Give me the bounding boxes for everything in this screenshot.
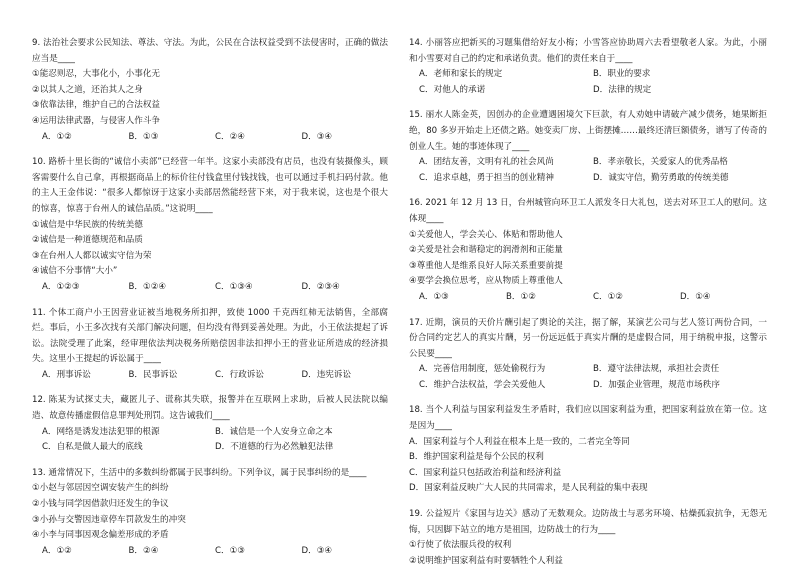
question-stem: 14. 小丽答应把新买的习题集借给好友小梅；小雪答应协助周六去看望敬老人家。为此，小丽和小雪要对自己的约定和承诺负责。他们的责任来自于____ [409, 38, 767, 64]
answer-option[interactable]: B．孝亲敬长，关爱家人的优秀品格 [593, 157, 728, 168]
answer-option[interactable]: D．③④ [301, 131, 333, 142]
question-q16 [409, 196, 767, 305]
statement-item: B．维护国家利益是每个公民的权利 [409, 452, 544, 463]
answer-option[interactable]: C．①② [593, 291, 624, 302]
answer-option[interactable]: B．①② [506, 291, 536, 302]
question-q13 [32, 466, 388, 560]
statement-item: ④要学会换位思考，应从物质上尊重他人 [409, 276, 563, 287]
answer-option[interactable]: C．①③ [215, 545, 246, 556]
statement-item: ①关爱他人，学会关心、体贴和帮助他人 [409, 229, 563, 240]
statement-item: A．国家利益与个人利益在根本上是一致的，二者完全等同 [409, 436, 630, 447]
question-q15 [409, 108, 767, 186]
question-stem: 9. 法治社会要求公民知法、尊法、守法。为此，公民在合法权益受到不法侵害时，正确的做法应当是____ [32, 38, 388, 64]
statement-item: ①能忍则忍，大事化小，小事化无 [32, 69, 161, 80]
question-q18 [409, 403, 767, 497]
answer-options [32, 544, 388, 560]
answer-option[interactable]: C．①③④ [215, 281, 253, 292]
answer-option[interactable]: C．对他人的承诺 [419, 84, 486, 95]
statement-item: ①行使了依法服兵役的权利 [409, 540, 512, 551]
answer-option[interactable]: A．①② [42, 545, 72, 556]
answer-options [409, 290, 767, 306]
question-stem: 12. 陈某为试探丈夫，藏匿儿子、谎称其失联，报警并在互联网上求助，后被人民法院以编造、故意传播虚假信息罪判处刑罚。这告诫我们____ [32, 395, 388, 422]
answer-option[interactable]: A．①②③ [42, 281, 80, 292]
answer-option[interactable]: C．追求卓越，勇于担当的创业精神 [419, 172, 554, 183]
statement-item: D．国家利益反映广大人民的共同需求，是人民利益的集中表现 [409, 483, 648, 494]
answer-option[interactable]: C．②④ [215, 131, 246, 142]
answer-options [409, 362, 767, 393]
answer-option[interactable]: A．刑事诉讼 [42, 369, 91, 380]
answer-options [409, 67, 767, 98]
answer-option[interactable]: D．违宪诉讼 [301, 369, 352, 380]
answer-option[interactable]: A．团结友善，文明有礼的社会风尚 [419, 157, 554, 168]
answer-option[interactable]: B．①③ [128, 131, 159, 142]
statement-item: ③依靠法律，维护自己的合法权益 [32, 100, 161, 111]
answer-option[interactable]: B．民事诉讼 [128, 369, 178, 380]
question-q11 [32, 306, 388, 384]
question-stem: 11. 个体工商户小王因营业证被当地税务所扣押，致使 1000 千克西红柿无法销售，全部腐烂。事后，小王多次找有关部门解决问题，但均没有得到妥善处理。为此，小王依法提起了诉讼。法院受理了此案，经审理依法判决税务所赔偿因非法扣押小王的营业证所造成的经济损失。这里小王提起的诉讼属于____ [32, 307, 388, 365]
answer-option[interactable]: B．遵守法律法规，承担社会责任 [593, 364, 720, 375]
answer-option[interactable]: A．老师和家长的规定 [419, 69, 503, 80]
statement-item: ①小赵与邻居因空调安装产生的纠纷 [32, 483, 169, 494]
answer-options [409, 155, 767, 186]
statement-item: ②小钱与同学因借款归还发生的争议 [32, 499, 169, 510]
statement-item: ②关爱是社会和谐稳定的润滑剂和正能量 [409, 245, 563, 256]
question-q12 [32, 393, 388, 455]
right-column [409, 36, 767, 569]
answer-options [32, 425, 388, 456]
question-stem: 15. 丽水人陈金英，因创办的企业遭遇困境欠下巨款，有人劝她申请破产减少债务，她果断拒绝，80 多岁开始走上还债之路。她变卖厂房、上街摆摊……最终还清巨额债务，谱写了传奇的创业人生。她的事迹体现了____ [409, 110, 767, 152]
answer-option[interactable]: C．自私是做人最大的底线 [42, 442, 143, 453]
answer-option[interactable]: D．②③④ [301, 281, 340, 292]
answer-option[interactable]: A．①③ [419, 291, 449, 302]
answer-option[interactable]: D．法律的规定 [593, 84, 652, 95]
question-q17 [409, 316, 767, 394]
question-stem: 18. 当个人利益与国家利益发生矛盾时，我们应以国家利益为重，把国家利益放在第一位。这是因为____ [409, 405, 767, 432]
answer-options [32, 368, 388, 384]
answer-options [32, 280, 388, 296]
answer-option[interactable]: B．②④ [128, 545, 159, 556]
answer-option[interactable]: B．①②④ [128, 281, 167, 292]
answer-option[interactable]: A．①② [42, 131, 72, 142]
question-stem: 16. 2021 年 12 月 13 日，台州城管向环卫工人派发冬日大礼包，送去对环卫工人的慰问。这体现____ [409, 198, 767, 224]
question-q10 [32, 155, 388, 295]
answer-option[interactable]: D．①④ [680, 291, 711, 302]
answer-option[interactable]: B．诚信是一个人安身立命之本 [215, 426, 333, 437]
answer-option[interactable]: D．诚实守信，勤劳勇敢的传统美德 [593, 172, 729, 183]
answer-option[interactable]: D．不道德的行为必然触犯法律 [215, 442, 334, 453]
question-q14 [409, 36, 767, 98]
left-column [32, 36, 388, 559]
answer-option[interactable]: A．完善信用制度，惩处偷税行为 [419, 364, 546, 375]
answer-option[interactable]: B．职业的要求 [593, 69, 651, 80]
answer-option[interactable]: D．③④ [301, 545, 333, 556]
answer-option[interactable]: C．维护合法权益，学会关爱他人 [419, 379, 546, 390]
answer-option[interactable]: C．行政诉讼 [215, 369, 264, 380]
statement-item: ④诚信不分事情“大小” [32, 266, 118, 277]
question-stem: 10. 路桥十里长街的“诚信小卖部”已经营一年半。这家小卖部没有店员，也没有装摄像头，顾客需要什么自己拿，再根据商品上的标价往付钱盒里付钱找钱，也可以通过手机扫码付款。他的主人王金伟说：“很多人都惊讶于这家小卖部居然能经营下来，对于我来说，这也是个很大的惊喜，惊喜于台州人的诚信品质。”这说明____ [32, 157, 388, 214]
statement-item: ②说明维护国家利益有时要牺牲个人利益 [409, 555, 563, 566]
question-stem: 13. 通常情况下，生活中的多数纠纷都属于民事纠纷。下列争议，属于民事纠纷的是____ [32, 467, 367, 478]
question-stem: 17. 近期，演员的天价片酬引起了舆论的关注，据了解，某演艺公司与艺人签订两份合同，一份合同约定艺人的真实片酬，另一份远远低于真实片酬的是虚假合同，用于纳税申报，这警示公民要____ [409, 317, 767, 359]
question-stem: 19. 公益短片《家国与边关》感动了无数观众。边防战士与恶劣环境、枯燥孤寂抗争，无怨无悔，只因脚下站立的地方是祖国，边防战士的行为____ [409, 509, 767, 535]
statement-item: ③在台州人人都以诚实守信为荣 [32, 250, 152, 261]
statement-item: ③尊重他人是维系良好人际关系重要前提 [409, 260, 563, 271]
statement-item: C．国家利益只包括政治利益和经济利益 [409, 467, 562, 478]
statement-item: ④小李与同事因观念偏差形成的矛盾 [32, 530, 169, 541]
statement-item: ④运用法律武器，与侵害人作斗争 [32, 115, 161, 126]
answer-option[interactable]: A．网络是诱发违法犯罪的根源 [42, 426, 160, 437]
statement-item: ①诚信是中华民族的传统美德 [32, 219, 143, 230]
question-q9 [32, 36, 388, 145]
statement-item: ③小孙与交警因违章停车罚款发生的冲突 [32, 514, 186, 525]
answer-options [32, 130, 388, 146]
statement-item: ②以其人之道，还治其人之身 [32, 84, 143, 95]
answer-option[interactable]: D．加强企业管理，规范市场秩序 [593, 379, 720, 390]
statement-item: ②诚信是一种道德规范和品质 [32, 235, 143, 246]
